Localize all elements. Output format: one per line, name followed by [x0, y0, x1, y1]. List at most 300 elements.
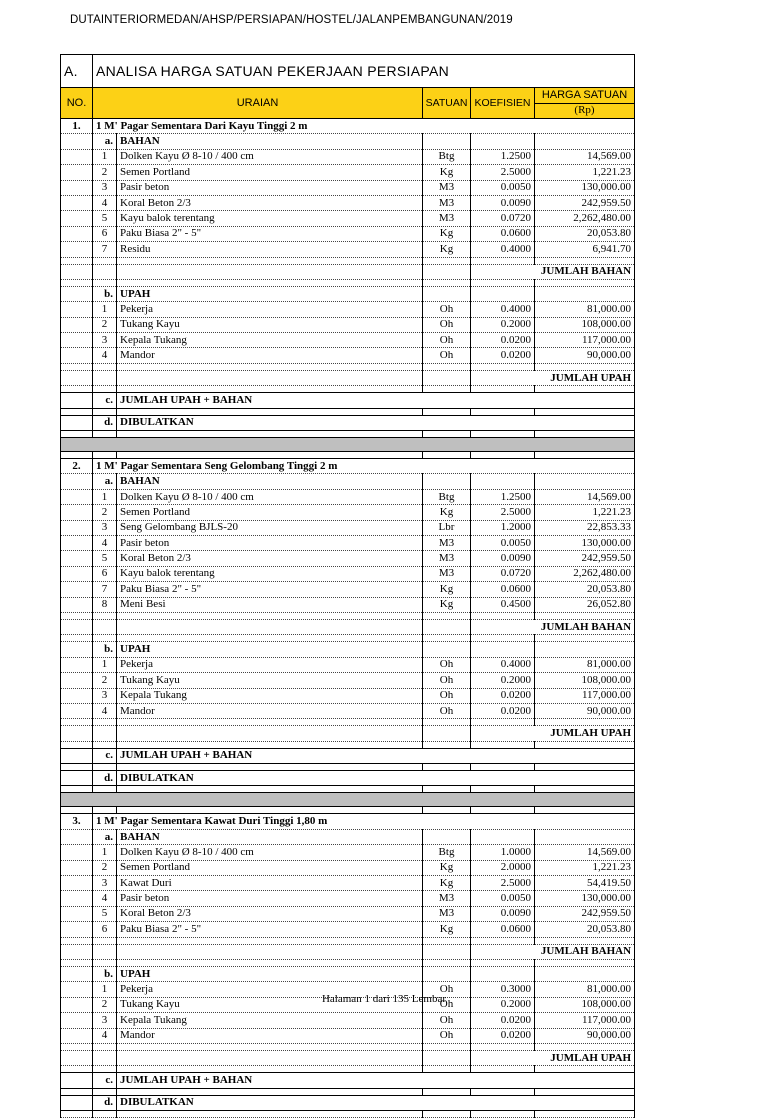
- empty-cell: [117, 1066, 423, 1073]
- row-spacer: [61, 393, 93, 408]
- empty-cell: [471, 937, 535, 944]
- section-title: 1 M' Pagar Sementara Kawat Duri Tinggi 1,80 m: [93, 814, 635, 829]
- empty-cell: [61, 719, 93, 726]
- item-number: 3: [93, 180, 117, 195]
- row-spacer: [61, 619, 93, 634]
- item-unit: Oh: [423, 302, 471, 317]
- item-unit: Kg: [423, 505, 471, 520]
- empty-cell: [471, 386, 535, 393]
- item-name: Pekerja: [117, 982, 423, 997]
- item-unit: M3: [423, 211, 471, 226]
- item-coefficient: 0.0050: [471, 535, 535, 550]
- section-title: 1 M' Pagar Sementara Seng Gelombang Tinggi 2 m: [93, 459, 635, 474]
- item-number: 6: [93, 922, 117, 937]
- row-spacer: [61, 748, 93, 763]
- item-number: 7: [93, 582, 117, 597]
- empty-cell: [117, 257, 423, 264]
- empty-cell: [93, 764, 117, 771]
- blank-row: [61, 1111, 635, 1118]
- empty-cell: [535, 474, 635, 489]
- item-number: 4: [93, 703, 117, 718]
- item-unit: Kg: [423, 860, 471, 875]
- item-coefficient: 1.2500: [471, 489, 535, 504]
- header-satuan: SATUAN: [423, 88, 471, 119]
- row-spacer: [61, 474, 93, 489]
- empty-cell: [423, 1043, 471, 1050]
- summary-label: DIBULATKAN: [117, 771, 635, 786]
- bahan-item-row: [61, 582, 635, 597]
- section-number: 3.: [61, 814, 93, 829]
- item-number: 1: [93, 302, 117, 317]
- separator-cell: [61, 438, 635, 452]
- empty-cell: [423, 726, 471, 741]
- empty-cell: [471, 363, 535, 370]
- empty-cell: [423, 959, 471, 966]
- total-label: JUMLAH UPAH: [471, 1050, 635, 1065]
- header-no: NO.: [61, 88, 93, 119]
- empty-cell: [93, 1111, 117, 1118]
- total-label: JUMLAH UPAH: [471, 726, 635, 741]
- item-number: 6: [93, 566, 117, 581]
- section-number: 1.: [61, 119, 93, 134]
- item-unit: Oh: [423, 1013, 471, 1028]
- item-coefficient: 0.2000: [471, 997, 535, 1012]
- group-letter: b.: [93, 286, 117, 301]
- empty-cell: [535, 829, 635, 844]
- dibulatkan-row: [61, 771, 635, 786]
- empty-cell: [93, 719, 117, 726]
- row-spacer: [61, 520, 93, 535]
- row-spacer: [61, 242, 93, 257]
- item-unit: Oh: [423, 688, 471, 703]
- empty-cell: [61, 363, 93, 370]
- item-unit: M3: [423, 180, 471, 195]
- item-coefficient: 0.0200: [471, 1013, 535, 1028]
- blank-row: [61, 635, 635, 642]
- item-unit: Kg: [423, 922, 471, 937]
- item-unit-price: 117,000.00: [535, 1013, 635, 1028]
- empty-cell: [535, 807, 635, 814]
- empty-cell: [93, 786, 117, 793]
- item-coefficient: 0.0050: [471, 180, 535, 195]
- row-spacer: [61, 489, 93, 504]
- item-unit-price: 81,000.00: [535, 302, 635, 317]
- group-label: BAHAN: [117, 829, 423, 844]
- table-title-row: [61, 55, 635, 88]
- empty-cell: [471, 1043, 535, 1050]
- empty-cell: [117, 408, 423, 415]
- empty-cell: [535, 959, 635, 966]
- group-letter: b.: [93, 642, 117, 657]
- group-letter: a.: [93, 474, 117, 489]
- empty-cell: [535, 286, 635, 301]
- row-spacer: [61, 535, 93, 550]
- row-spacer: [61, 922, 93, 937]
- empty-cell: [535, 257, 635, 264]
- empty-cell: [535, 363, 635, 370]
- empty-cell: [535, 719, 635, 726]
- empty-cell: [93, 257, 117, 264]
- upah-item-row: [61, 673, 635, 688]
- empty-cell: [93, 612, 117, 619]
- empty-cell: [117, 363, 423, 370]
- item-unit-price: 54,419.50: [535, 876, 635, 891]
- blank-row: [61, 741, 635, 748]
- item-coefficient: 2.5000: [471, 876, 535, 891]
- row-spacer: [61, 566, 93, 581]
- item-name: Kawat Duri: [117, 876, 423, 891]
- empty-cell: [423, 370, 471, 385]
- bahan-item-row: [61, 165, 635, 180]
- empty-cell: [117, 1043, 423, 1050]
- item-coefficient: 0.0200: [471, 1028, 535, 1043]
- item-name: Tukang Kayu: [117, 673, 423, 688]
- row-spacer: [61, 845, 93, 860]
- row-spacer: [61, 149, 93, 164]
- item-coefficient: 0.0090: [471, 195, 535, 210]
- row-spacer: [61, 597, 93, 612]
- group-letter: b.: [93, 966, 117, 981]
- empty-cell: [93, 408, 117, 415]
- empty-cell: [93, 363, 117, 370]
- bahan-item-row: [61, 891, 635, 906]
- item-unit: Kg: [423, 876, 471, 891]
- bahan-group-row: [61, 474, 635, 489]
- empty-cell: [423, 1066, 471, 1073]
- item-unit-price: 90,000.00: [535, 348, 635, 363]
- empty-cell: [93, 741, 117, 748]
- item-name: Meni Besi: [117, 597, 423, 612]
- item-unit-price: 22,853.33: [535, 520, 635, 535]
- item-coefficient: 0.0090: [471, 551, 535, 566]
- item-number: 1: [93, 657, 117, 672]
- empty-cell: [535, 279, 635, 286]
- summary-label: DIBULATKAN: [117, 1095, 635, 1110]
- bahan-item-row: [61, 566, 635, 581]
- empty-cell: [61, 1066, 93, 1073]
- empty-cell: [535, 786, 635, 793]
- row-spacer: [61, 860, 93, 875]
- upah-group-row: [61, 642, 635, 657]
- row-spacer: [61, 891, 93, 906]
- group-letter: a.: [93, 134, 117, 149]
- bahan-item-row: [61, 551, 635, 566]
- jumlah-bahan-row: [61, 944, 635, 959]
- item-unit: Oh: [423, 1028, 471, 1043]
- summary-letter: d.: [93, 415, 117, 430]
- group-label: BAHAN: [117, 474, 423, 489]
- upah-item-row: [61, 1013, 635, 1028]
- upah-item-row: [61, 688, 635, 703]
- empty-cell: [117, 719, 423, 726]
- item-unit: M3: [423, 906, 471, 921]
- empty-cell: [117, 1050, 423, 1065]
- bahan-item-row: [61, 860, 635, 875]
- item-coefficient: 0.4000: [471, 242, 535, 257]
- upah-item-row: [61, 333, 635, 348]
- item-unit: Btg: [423, 489, 471, 504]
- blank-row: [61, 719, 635, 726]
- empty-cell: [93, 279, 117, 286]
- item-number: 8: [93, 597, 117, 612]
- total-bahan-upah-row: [61, 393, 635, 408]
- item-unit-price: 130,000.00: [535, 180, 635, 195]
- empty-cell: [471, 1111, 535, 1118]
- item-unit: Kg: [423, 582, 471, 597]
- item-unit-price: 14,569.00: [535, 149, 635, 164]
- empty-cell: [117, 959, 423, 966]
- upah-item-row: [61, 317, 635, 332]
- empty-cell: [117, 279, 423, 286]
- item-name: Pasir beton: [117, 180, 423, 195]
- item-number: 3: [93, 876, 117, 891]
- row-spacer: [61, 582, 93, 597]
- item-unit: Oh: [423, 982, 471, 997]
- empty-cell: [471, 719, 535, 726]
- empty-cell: [93, 1088, 117, 1095]
- item-coefficient: 2.0000: [471, 860, 535, 875]
- empty-cell: [471, 966, 535, 981]
- blank-row: [61, 786, 635, 793]
- empty-cell: [471, 612, 535, 619]
- row-spacer: [61, 180, 93, 195]
- item-coefficient: 0.0600: [471, 922, 535, 937]
- item-coefficient: 0.4500: [471, 597, 535, 612]
- separator-cell: [61, 793, 635, 807]
- empty-cell: [423, 452, 471, 459]
- empty-cell: [423, 408, 471, 415]
- item-name: Semen Portland: [117, 860, 423, 875]
- item-coefficient: 0.2000: [471, 673, 535, 688]
- empty-cell: [61, 1043, 93, 1050]
- empty-cell: [535, 452, 635, 459]
- upah-group-row: [61, 286, 635, 301]
- empty-cell: [117, 386, 423, 393]
- empty-cell: [423, 386, 471, 393]
- item-unit: Btg: [423, 149, 471, 164]
- empty-cell: [535, 612, 635, 619]
- empty-cell: [423, 1111, 471, 1118]
- empty-cell: [471, 452, 535, 459]
- empty-cell: [535, 1066, 635, 1073]
- row-spacer: [61, 226, 93, 241]
- bahan-item-row: [61, 876, 635, 891]
- empty-cell: [535, 966, 635, 981]
- empty-cell: [423, 1088, 471, 1095]
- blank-row: [61, 363, 635, 370]
- upah-item-row: [61, 1028, 635, 1043]
- empty-cell: [117, 807, 423, 814]
- empty-cell: [117, 612, 423, 619]
- upah-item-row: [61, 703, 635, 718]
- empty-cell: [471, 431, 535, 438]
- item-unit: M3: [423, 891, 471, 906]
- empty-cell: [93, 937, 117, 944]
- empty-cell: [117, 635, 423, 642]
- section-title: 1 M' Pagar Sementara Dari Kayu Tinggi 2 m: [93, 119, 635, 134]
- row-spacer: [61, 348, 93, 363]
- item-name: Mandor: [117, 703, 423, 718]
- row-spacer: [61, 165, 93, 180]
- item-number: 2: [93, 505, 117, 520]
- empty-cell: [535, 642, 635, 657]
- item-name: Residu: [117, 242, 423, 257]
- empty-cell: [61, 635, 93, 642]
- item-name: Kayu balok terentang: [117, 211, 423, 226]
- item-name: Dolken Kayu Ø 8-10 / 400 cm: [117, 845, 423, 860]
- empty-cell: [423, 363, 471, 370]
- item-name: Tukang Kayu: [117, 317, 423, 332]
- item-unit-price: 14,569.00: [535, 845, 635, 860]
- empty-cell: [535, 431, 635, 438]
- item-coefficient: 0.0200: [471, 703, 535, 718]
- empty-cell: [117, 944, 423, 959]
- item-unit-price: 2,262,480.00: [535, 566, 635, 581]
- jumlah-bahan-row: [61, 264, 635, 279]
- blank-row: [61, 1066, 635, 1073]
- row-spacer: [61, 1073, 93, 1088]
- item-coefficient: 0.0090: [471, 906, 535, 921]
- empty-cell: [423, 966, 471, 981]
- item-number: 3: [93, 688, 117, 703]
- empty-cell: [423, 719, 471, 726]
- row-spacer: [61, 211, 93, 226]
- item-name: Koral Beton 2/3: [117, 551, 423, 566]
- empty-cell: [61, 1111, 93, 1118]
- table-title: ANALISA HARGA SATUAN PEKERJAAN PERSIAPAN: [93, 55, 635, 88]
- item-name: Paku Biasa 2" - 5": [117, 226, 423, 241]
- bahan-item-row: [61, 505, 635, 520]
- title-letter: A.: [61, 55, 93, 88]
- item-unit-price: 20,053.80: [535, 226, 635, 241]
- item-unit: Lbr: [423, 520, 471, 535]
- empty-cell: [61, 431, 93, 438]
- summary-label: JUMLAH UPAH + BAHAN: [117, 748, 635, 763]
- empty-cell: [471, 408, 535, 415]
- header-uraian: URAIAN: [93, 88, 423, 119]
- item-unit-price: 108,000.00: [535, 673, 635, 688]
- item-unit: Oh: [423, 348, 471, 363]
- blank-row: [61, 408, 635, 415]
- item-unit-price: 117,000.00: [535, 688, 635, 703]
- item-coefficient: 0.4000: [471, 302, 535, 317]
- empty-cell: [117, 937, 423, 944]
- empty-cell: [61, 452, 93, 459]
- upah-group-row: [61, 966, 635, 981]
- total-label: JUMLAH BAHAN: [471, 619, 635, 634]
- empty-cell: [423, 807, 471, 814]
- column-header-row: [61, 88, 635, 104]
- item-coefficient: 0.0200: [471, 688, 535, 703]
- empty-cell: [61, 764, 93, 771]
- empty-cell: [93, 1050, 117, 1065]
- empty-cell: [61, 408, 93, 415]
- header-harga-unit: (Rp): [535, 103, 635, 119]
- item-number: 5: [93, 551, 117, 566]
- item-number: 1: [93, 845, 117, 860]
- row-spacer: [61, 264, 93, 279]
- dibulatkan-row: [61, 415, 635, 430]
- summary-label: JUMLAH UPAH + BAHAN: [117, 393, 635, 408]
- empty-cell: [117, 1088, 423, 1095]
- item-name: Pekerja: [117, 302, 423, 317]
- empty-cell: [471, 642, 535, 657]
- empty-cell: [423, 474, 471, 489]
- jumlah-upah-row: [61, 1050, 635, 1065]
- empty-cell: [535, 1088, 635, 1095]
- bahan-item-row: [61, 489, 635, 504]
- empty-cell: [93, 431, 117, 438]
- group-label: BAHAN: [117, 134, 423, 149]
- item-number: 3: [93, 333, 117, 348]
- row-spacer: [61, 1050, 93, 1065]
- row-spacer: [61, 317, 93, 332]
- empty-cell: [471, 257, 535, 264]
- row-spacer: [61, 829, 93, 844]
- empty-cell: [471, 1088, 535, 1095]
- item-name: Pekerja: [117, 657, 423, 672]
- total-label: JUMLAH UPAH: [471, 370, 635, 385]
- item-number: 5: [93, 906, 117, 921]
- item-coefficient: 0.0720: [471, 211, 535, 226]
- group-label: UPAH: [117, 966, 423, 981]
- summary-letter: c.: [93, 393, 117, 408]
- empty-cell: [471, 741, 535, 748]
- empty-cell: [61, 1088, 93, 1095]
- item-name: Tukang Kayu: [117, 997, 423, 1012]
- item-coefficient: 0.3000: [471, 982, 535, 997]
- item-name: Mandor: [117, 348, 423, 363]
- group-label: UPAH: [117, 642, 423, 657]
- empty-cell: [61, 257, 93, 264]
- header-harga-satuan: HARGA SATUAN: [535, 88, 635, 104]
- item-unit: M3: [423, 551, 471, 566]
- section-title-row: [61, 814, 635, 829]
- item-number: 5: [93, 211, 117, 226]
- item-unit-price: 242,959.50: [535, 906, 635, 921]
- empty-cell: [93, 1043, 117, 1050]
- item-name: Paku Biasa 2" - 5": [117, 582, 423, 597]
- blank-row: [61, 937, 635, 944]
- empty-cell: [471, 474, 535, 489]
- row-spacer: [61, 1028, 93, 1043]
- blank-row: [61, 279, 635, 286]
- row-spacer: [61, 966, 93, 981]
- empty-cell: [535, 764, 635, 771]
- item-unit-price: 90,000.00: [535, 1028, 635, 1043]
- empty-cell: [117, 619, 423, 634]
- row-spacer: [61, 415, 93, 430]
- bahan-item-row: [61, 922, 635, 937]
- empty-cell: [471, 286, 535, 301]
- blank-row: [61, 807, 635, 814]
- row-spacer: [61, 1013, 93, 1028]
- empty-cell: [93, 726, 117, 741]
- empty-cell: [93, 619, 117, 634]
- item-unit: Oh: [423, 333, 471, 348]
- empty-cell: [423, 431, 471, 438]
- item-unit-price: 242,959.50: [535, 551, 635, 566]
- empty-cell: [93, 1066, 117, 1073]
- item-number: 1: [93, 149, 117, 164]
- empty-cell: [423, 944, 471, 959]
- empty-cell: [117, 726, 423, 741]
- empty-cell: [93, 944, 117, 959]
- item-unit-price: 130,000.00: [535, 891, 635, 906]
- empty-cell: [535, 635, 635, 642]
- blank-row: [61, 612, 635, 619]
- item-number: 2: [93, 997, 117, 1012]
